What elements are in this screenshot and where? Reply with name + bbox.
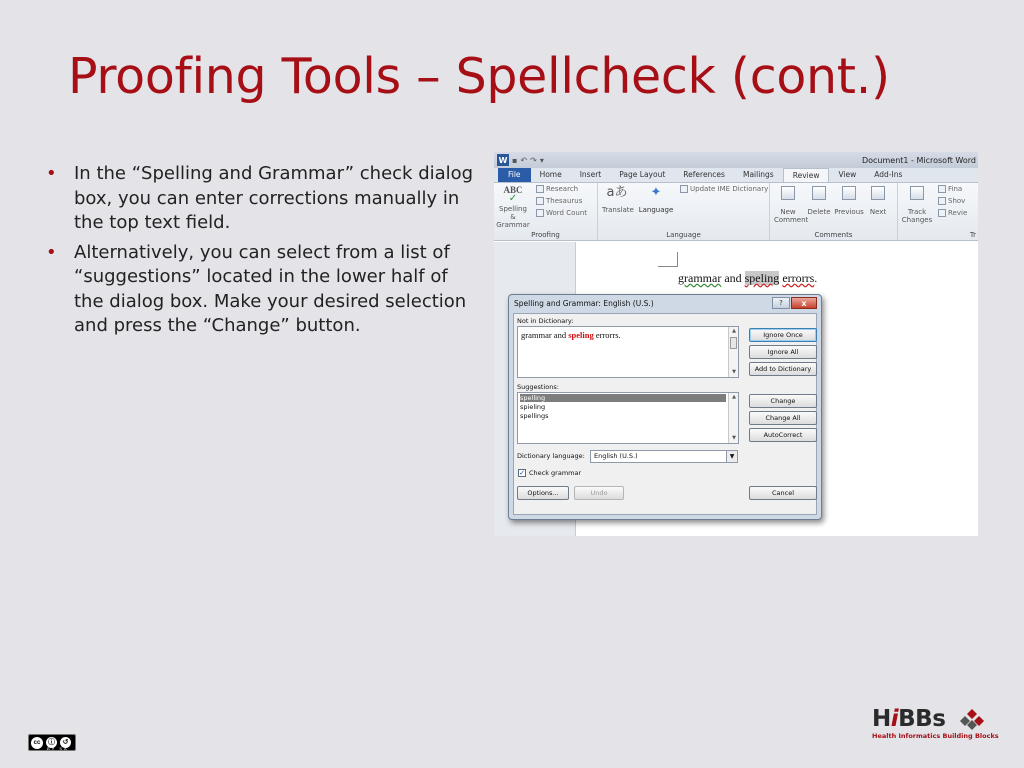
bullet-text: Alternatively, you can select from a list of “suggestions” located in the lower half of the dialog box. Make your desired selection and press the “Change” button. — [74, 241, 467, 336]
add-to-dictionary-button[interactable]: Add to Dictionary — [749, 362, 817, 376]
tracking-group-label: Tr — [969, 231, 976, 239]
show-markup-button[interactable] — [938, 197, 965, 205]
final-dropdown[interactable] — [938, 185, 962, 193]
tab-file[interactable]: File — [498, 168, 531, 182]
share-alike-icon: ↺ — [60, 737, 71, 748]
bullet-icon: • — [46, 163, 57, 184]
final-label: Fina — [948, 185, 963, 193]
sentence-field[interactable] — [517, 326, 739, 378]
doc-word-misspelled: speling — [744, 271, 780, 285]
save-icon[interactable]: ▪ — [512, 155, 518, 165]
doc-word: grammar — [678, 271, 722, 285]
ignore-once-button[interactable]: Ignore Once — [749, 328, 817, 342]
word-count-label: Word Count — [546, 209, 588, 217]
dictionary-language-label: Dictionary language: — [517, 452, 585, 460]
track-changes-icon — [910, 186, 924, 200]
translate-label: Translate — [602, 206, 634, 214]
delete-comment-button[interactable] — [806, 186, 832, 216]
suggestions-scrollbar[interactable] — [728, 393, 738, 443]
suggestions-label: Suggestions: — [517, 383, 559, 391]
scroll-thumb[interactable] — [730, 337, 737, 349]
word-screenshot — [494, 152, 978, 536]
word-logo-icon: W — [498, 155, 508, 165]
undo-button[interactable]: Undo — [574, 486, 624, 500]
reviewing-pane-button[interactable] — [938, 209, 967, 217]
sentence-part: grammar and — [521, 330, 569, 340]
autocorrect-button[interactable]: AutoCorrect — [749, 428, 817, 442]
bullet-item — [46, 162, 474, 236]
word-count-icon — [536, 209, 544, 217]
doc-word: . — [814, 271, 818, 285]
translate-button[interactable] — [602, 186, 632, 214]
new-comment-icon — [781, 186, 795, 200]
thesaurus-label: Thesaurus — [546, 197, 583, 205]
dialog-body — [513, 313, 817, 515]
bullet-list — [46, 162, 474, 344]
options-button[interactable]: Options... — [517, 486, 569, 500]
language-group — [598, 183, 770, 240]
proofing-group — [494, 183, 598, 240]
tab-view[interactable]: View — [838, 170, 857, 179]
ignore-all-button[interactable]: Ignore All — [749, 345, 817, 359]
update-ime-label: Update IME Dictionary — [690, 185, 769, 193]
change-button[interactable]: Change — [749, 394, 817, 408]
dropdown-arrow-icon[interactable]: ▼ — [726, 451, 737, 462]
spelling-grammar-dialog — [508, 294, 822, 520]
dictionary-language-value: English (U.S.) — [594, 452, 638, 460]
bullet-text: In the “Spelling and Grammar” check dialog box, you can enter corrections manually in the top text field. — [74, 163, 474, 233]
help-button[interactable]: ? — [772, 297, 790, 309]
word-title-bar — [494, 152, 978, 168]
reviewing-pane-label: Revie — [948, 209, 968, 217]
customize-toolbar-icon[interactable]: ▾ — [539, 155, 544, 165]
research-button[interactable] — [536, 185, 578, 193]
delete-comment-icon — [812, 186, 826, 200]
doc-word: and — [721, 271, 745, 285]
close-button[interactable]: x — [791, 297, 817, 309]
tab-references[interactable]: References — [683, 170, 725, 179]
tab-add-ins[interactable]: Add-Ins — [874, 170, 903, 179]
window-title: Document1 - Microsoft Word — [861, 155, 976, 165]
new-comment-button[interactable] — [774, 186, 809, 224]
change-all-button[interactable]: Change All — [749, 411, 817, 425]
reviewing-pane-icon — [938, 209, 946, 217]
update-ime-button[interactable] — [680, 185, 768, 193]
tab-mailings[interactable]: Mailings — [742, 170, 774, 179]
logo-subtitle: Health Informatics Building Blocks — [872, 732, 999, 740]
thesaurus-icon — [536, 197, 544, 205]
word-count-button[interactable] — [536, 209, 587, 217]
language-globe-icon: ✦ — [650, 185, 662, 200]
tab-review[interactable]: Review — [783, 168, 830, 182]
tracking-group — [898, 183, 978, 240]
language-label: Language — [638, 206, 674, 214]
sentence-scrollbar[interactable] — [728, 327, 738, 377]
suggestions-list[interactable] — [517, 392, 739, 444]
logo-letter: i — [890, 706, 899, 732]
show-markup-icon — [938, 197, 946, 205]
previous-comment-button[interactable] — [834, 186, 864, 216]
markup-icon — [938, 185, 946, 193]
language-group-label: Language — [666, 231, 701, 239]
creative-commons-badge[interactable] — [28, 734, 76, 751]
logo-letter: H — [872, 706, 891, 732]
logo-letter: BBs — [898, 706, 946, 732]
suggestion-item-selected[interactable]: spelling — [520, 394, 726, 402]
scroll-up-icon[interactable]: ▲ — [732, 328, 736, 334]
cc-icon: cc — [31, 737, 43, 749]
bullet-icon: • — [46, 241, 57, 263]
tab-page-layout[interactable]: Page Layout — [619, 170, 666, 179]
new-comment-label: New Comment — [774, 208, 809, 224]
attribution-icon: ⓘ — [48, 739, 55, 746]
delete-label: Delete — [807, 208, 831, 216]
previous-comment-icon — [842, 186, 856, 200]
research-icon — [536, 185, 544, 193]
check-grammar-label: Check grammar — [529, 469, 582, 477]
scroll-up-icon[interactable]: ▲ — [732, 394, 736, 400]
slide-title: Proofing Tools – Spellcheck (cont.) — [68, 48, 890, 105]
next-comment-button[interactable] — [866, 186, 890, 216]
translate-icon: aあ — [606, 185, 628, 200]
suggestion-item[interactable]: spieling — [520, 403, 546, 411]
proofing-group-label: Proofing — [531, 231, 560, 239]
bullet-item — [46, 241, 474, 339]
show-markup-label: Shov — [948, 197, 966, 205]
sentence-part: errorrs. — [593, 330, 621, 340]
quick-access-toolbar — [494, 154, 544, 166]
scroll-down-icon[interactable]: ▼ — [732, 435, 736, 441]
cancel-button[interactable]: Cancel — [749, 486, 817, 500]
license-sub-label: BY SA — [47, 746, 69, 751]
doc-word-misspelled: errorrs — [782, 271, 815, 285]
page-corner-mark — [658, 252, 678, 267]
misspelled-word: speling — [568, 330, 594, 340]
comments-group-label: Comments — [814, 231, 853, 239]
document-text[interactable] — [678, 271, 817, 286]
ribbon — [494, 183, 978, 241]
sentence-text — [521, 330, 621, 340]
track-changes-button[interactable] — [900, 186, 934, 224]
track-changes-label: Track Changes — [901, 208, 933, 224]
tab-insert[interactable]: Insert — [579, 170, 602, 179]
dictionary-language-select[interactable] — [590, 450, 738, 463]
spelling-label: Spelling & Grammar — [496, 205, 530, 229]
checkmark-icon: ✓ — [508, 193, 518, 204]
language-button[interactable] — [638, 186, 674, 214]
next-label: Next — [869, 208, 887, 216]
previous-label: Previous — [834, 208, 864, 216]
not-in-dictionary-label: Not in Dictionary: — [517, 317, 574, 325]
check-grammar-checkbox[interactable]: ✓ — [519, 469, 525, 477]
spelling-grammar-button[interactable] — [496, 186, 530, 229]
redo-icon[interactable]: ↷ — [530, 155, 537, 165]
hibbs-logo — [872, 706, 999, 740]
spelling-icon: ABC — [503, 185, 523, 195]
thesaurus-button[interactable] — [536, 197, 582, 205]
dictionary-icon — [680, 185, 688, 193]
building-blocks-icon — [958, 708, 986, 730]
dialog-title: Spelling and Grammar: English (U.S.) — [514, 299, 654, 308]
undo-icon[interactable]: ↶ — [520, 155, 528, 165]
tab-home[interactable]: Home — [539, 170, 562, 179]
next-comment-icon — [871, 186, 885, 200]
comments-group — [770, 183, 898, 240]
ribbon-tabs — [494, 168, 978, 183]
scroll-down-icon[interactable]: ▼ — [732, 369, 736, 375]
suggestion-item[interactable]: spellings — [520, 412, 549, 420]
research-label: Research — [546, 185, 579, 193]
